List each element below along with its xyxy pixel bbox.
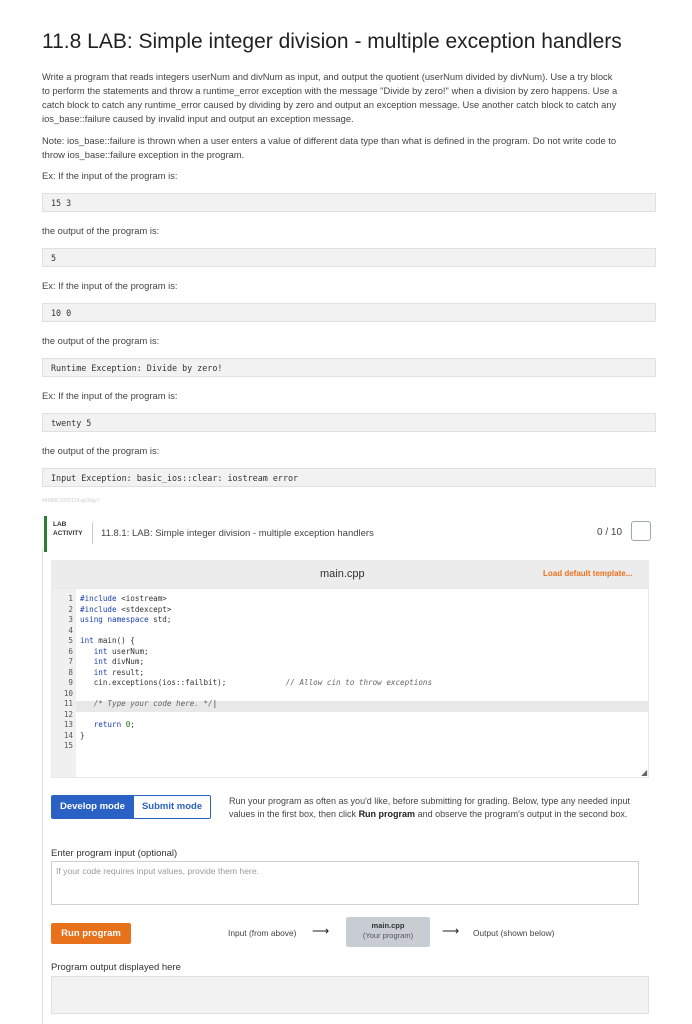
note-line: Note: ios_base::failure is thrown when a user enters a value of different data type than what is defined in the program. Do not write code to	[42, 135, 617, 146]
run-program-button[interactable]: Run program	[51, 923, 131, 944]
flow-input-label: Input (from above)	[228, 928, 297, 938]
program-name: main.cpp	[371, 921, 405, 930]
lab-description	[42, 70, 654, 126]
lab-note	[42, 134, 654, 162]
description-line: catch block to catch any runtime_error caused by dividing by zero and output an exception message. Use another catch block to catch any	[42, 99, 617, 110]
example-output-label: the output of the program is:	[42, 335, 160, 346]
badge-line: LAB	[53, 521, 67, 528]
program-sub: (Your program)	[362, 931, 414, 940]
program-output-label: Program output displayed here	[51, 962, 181, 973]
program-input-field[interactable]: If your code requires input values, provide them here.	[51, 861, 639, 905]
lab-activity-title: 11.8.1: LAB: Simple integer division - multiple exception handlers	[101, 528, 374, 539]
description-line: Write a program that reads integers userNum and divNum as input, and output the quotient (userNum divided by divNum). Use a try block	[42, 71, 613, 82]
flow-output-label: Output (shown below)	[473, 928, 555, 938]
example-output-box: Runtime Exception: Divide by zero!	[42, 358, 656, 377]
example-output-box: 5	[42, 248, 656, 267]
program-box	[346, 917, 430, 947]
description-line: ios_base::failure caused by invalid input and output an exception message.	[42, 113, 354, 124]
badge-line: ACTIVITY	[53, 530, 83, 537]
example-input-box: twenty 5	[42, 413, 656, 432]
load-default-template-link[interactable]: Load default template...	[543, 569, 633, 578]
resize-handle-icon[interactable]: ◢	[641, 768, 648, 777]
example-input-box: 15 3	[42, 193, 656, 212]
description-line: to perform the statements and throw a runtime_error exception with the message "Divide by zero!" when a division by zero happens. Use a	[42, 85, 618, 96]
example-input-box: 10 0	[42, 303, 656, 322]
example-output-label: the output of the program is:	[42, 225, 160, 236]
help-text: Run your program as often as you'd like, before submitting for grading. Below, type any needed input values in the first box, then click	[229, 796, 630, 819]
completion-checkbox-icon	[631, 521, 651, 541]
example-output-label: the output of the program is:	[42, 445, 160, 456]
line-numbers: 1 2 3 4 5 6 7 8 9 10 11 12 13 14 15	[63, 594, 73, 750]
lab-activity-badge	[44, 516, 83, 552]
example-input-label: Ex: If the input of the program is:	[42, 280, 178, 291]
example-input-label: Ex: If the input of the program is:	[42, 170, 178, 181]
page-title: 11.8 LAB: Simple integer division - multiple exception handlers	[42, 30, 622, 53]
mode-instructions	[229, 795, 649, 821]
develop-mode-tab[interactable]: Develop mode	[52, 796, 133, 818]
divider	[92, 522, 93, 544]
score: 0 / 10	[597, 527, 623, 538]
program-input-label: Enter program input (optional)	[51, 848, 178, 859]
example-output-box: Input Exception: basic_ios::clear: iostream error	[42, 468, 656, 487]
content-id: 445890.2370124.qx3zqy7	[42, 498, 100, 504]
note-line: throw ios_base::failure exception in the program.	[42, 149, 245, 160]
arrow-right-icon: ⟶	[312, 924, 330, 938]
example-input-label: Ex: If the input of the program is:	[42, 390, 178, 401]
arrow-right-icon: ⟶	[442, 924, 460, 938]
help-text-bold: Run program	[358, 809, 416, 819]
divider	[42, 548, 43, 1024]
program-output-box	[51, 976, 649, 1014]
submit-mode-tab[interactable]: Submit mode	[133, 796, 210, 818]
help-text: and observe the program's output in the second box.	[415, 809, 628, 819]
source-code[interactable]: #include <iostream> #include <stdexcept> using namespace std; int main() { int userNum; int divNum; int result; cin.exceptions(ios::failbit); // Allow cin to throw exceptions /* Type your code here. */| return 0; }	[80, 594, 433, 740]
mode-toggle	[51, 795, 211, 819]
file-name: main.cpp	[320, 568, 365, 580]
